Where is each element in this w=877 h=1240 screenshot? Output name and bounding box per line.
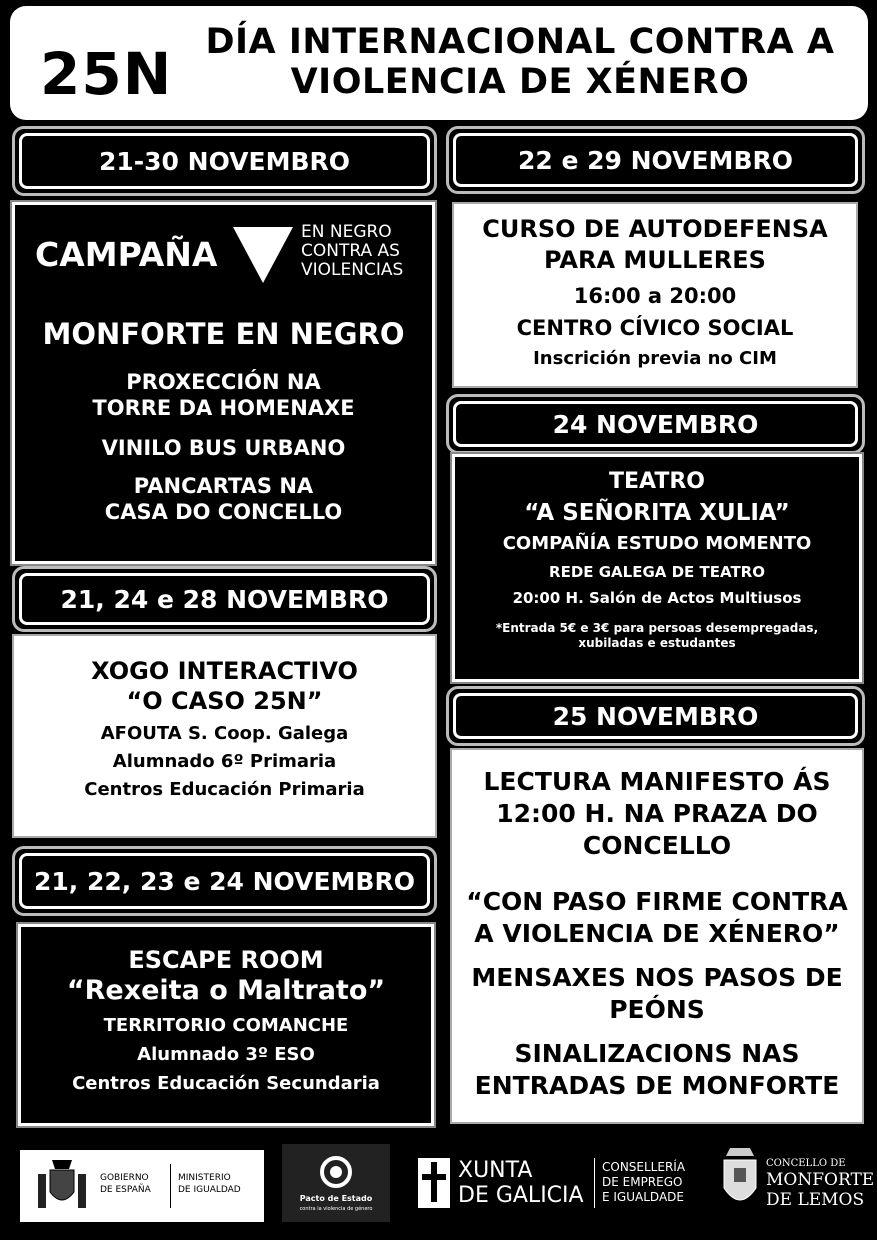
xunta-cross-icon <box>418 1158 450 1208</box>
manifesto-d1: SINALIZACIONS NAS <box>514 1039 800 1068</box>
conc-line-2: MONFORTE <box>766 1170 875 1190</box>
footer-logos <box>0 1130 877 1240</box>
course-place: CENTRO CÍVICO SOCIAL <box>516 316 794 340</box>
escape-line-2: Alumnado 3º ESO <box>137 1044 315 1065</box>
pacto-line-2: contra la violencia de género <box>299 1206 373 1212</box>
conc-line-3: DE LEMOS <box>766 1190 865 1210</box>
date-label: 22 e 29 NOVEMBRO <box>453 133 858 187</box>
conselleria-text <box>602 1160 685 1205</box>
theatre-box <box>452 454 862 682</box>
date-heading-left-3 <box>12 846 437 916</box>
date-label: 25 NOVEMBRO <box>453 693 858 739</box>
game-line-2: Alumnado 6º Primaria <box>112 751 337 772</box>
course-note: Inscrición previa no CIM <box>533 348 777 369</box>
date-label: 24 NOVEMBRO <box>453 401 858 447</box>
manifesto-b1: “CON PASO FIRME CONTRA <box>466 887 848 916</box>
theatre-note-1: *Entrada 5€ e 3€ para persoas desempregadas, <box>495 621 819 635</box>
campaign-item-3b: CASA DO CONCELLO <box>104 500 343 524</box>
manifesto-b2: A VIOLENCIA DE XÉNERO” <box>474 919 840 948</box>
manifesto-a2: 12:00 H. NA PRAZA DO <box>496 799 818 828</box>
campaign-title: MONFORTE EN NEGRO <box>42 317 405 351</box>
coat-of-arms-icon <box>32 1156 92 1216</box>
escape-subtitle: “Rexeita o Maltrato” <box>66 975 386 1006</box>
xunta-text <box>458 1158 584 1208</box>
badge-25n: 25N <box>40 40 173 108</box>
manifesto-d2: ENTRADAS DE MONFORTE <box>474 1071 840 1100</box>
divider <box>170 1164 171 1208</box>
date-label: 21, 22, 23 e 24 NOVEMBRO <box>19 853 430 909</box>
escape-title: ESCAPE ROOM <box>128 946 324 974</box>
min-line-2: DE IGUALDAD <box>178 1185 241 1195</box>
cons-line-2: DE EMPREGO <box>602 1175 683 1189</box>
header-banner <box>10 6 868 120</box>
manifesto-a1: LECTURA MANIFESTO ÁS <box>483 767 831 796</box>
title-line-1: DÍA INTERNACIONAL CONTRA A <box>205 22 835 62</box>
date-heading-left-1 <box>12 126 437 196</box>
theatre-line-5: 20:00 H. Salón de Actos Multiusos <box>512 589 802 607</box>
min-line-1: MINISTERIO <box>178 1173 231 1183</box>
gobierno-text <box>100 1172 151 1196</box>
date-heading-right-2 <box>446 394 865 454</box>
manifesto-box <box>450 748 864 1124</box>
game-title: XOGO INTERACTIVO <box>91 657 358 685</box>
campaign-triangle-icon <box>233 227 293 283</box>
pacto-circle-icon <box>318 1154 354 1190</box>
theatre-line-3: COMPAÑÍA ESTUDO MOMENTO <box>502 533 812 554</box>
cons-line-1: CONSELLERÍA <box>602 1160 686 1174</box>
campaign-item-3a: PANCARTAS NA <box>133 474 314 498</box>
campaign-label: CAMPAÑA <box>35 235 218 274</box>
concello-text <box>766 1158 874 1210</box>
manifesto-a3: CONCELLO <box>582 831 732 860</box>
gob-line-1: GOBIERNO <box>100 1173 149 1183</box>
course-time: 16:00 a 20:00 <box>573 284 737 308</box>
theatre-note-2: xubiladas e estudantes <box>578 636 736 650</box>
theatre-line-1: TEATRO <box>608 469 705 494</box>
manifesto-c2: PEÓNS <box>609 995 705 1024</box>
escape-room-box <box>18 924 434 1126</box>
escape-line-3: Centros Educación Secundaria <box>72 1073 380 1094</box>
campaign-item-1a: PROXECCIÓN NA <box>126 370 321 394</box>
title-line-2: VIOLENCIA DE XÉNERO <box>290 62 750 102</box>
theatre-line-4: REDE GALEGA DE TEATRO <box>549 563 765 581</box>
logo-line-3: VIOLENCIAS <box>301 260 404 280</box>
date-heading-right-3 <box>446 686 865 746</box>
date-label: 21, 24 e 28 NOVEMBRO <box>19 573 430 625</box>
date-heading-left-2 <box>12 566 437 632</box>
xunta-shield-icon <box>418 1158 450 1208</box>
ministerio-text <box>178 1172 241 1196</box>
cons-line-3: E IGUALDADE <box>602 1190 684 1204</box>
logo-line-2: CONTRA AS <box>301 241 400 261</box>
game-box <box>12 634 437 838</box>
game-subtitle: “O CASO 25N” <box>126 687 323 715</box>
pacto-line-1: Pacto de Estado <box>299 1194 373 1203</box>
course-box <box>452 202 858 388</box>
logo-line-1: EN NEGRO <box>301 223 392 242</box>
game-line-3: Centros Educación Primaria <box>84 779 365 800</box>
gob-line-2: DE ESPAÑA <box>100 1185 151 1195</box>
campaign-item-2: VINILO BUS URBANO <box>101 436 346 460</box>
divider <box>594 1158 595 1208</box>
manifesto-c1: MENSAXES NOS PASOS DE <box>471 963 843 992</box>
xunta-line-2: DE GALICIA <box>458 1183 584 1208</box>
concello-shield-icon <box>720 1146 760 1212</box>
date-label: 21-30 NOVEMBRO <box>19 133 430 189</box>
campaign-box <box>12 202 435 564</box>
date-heading-right-1 <box>446 126 865 194</box>
pacto-estado-logo <box>282 1144 390 1222</box>
course-line-2: PARA MULLERES <box>544 246 766 274</box>
theatre-line-2: “A SEÑORITA XULIA” <box>524 500 790 526</box>
game-line-1: AFOUTA S. Coop. Galega <box>100 723 349 744</box>
course-line-1: CURSO DE AUTODEFENSA <box>482 215 828 243</box>
conc-line-1: CONCELLO DE <box>766 1158 846 1169</box>
escape-line-1: TERRITORIO COMANCHE <box>103 1015 349 1036</box>
campaign-logo-text <box>301 223 421 280</box>
gobierno-logo <box>20 1150 264 1222</box>
campaign-item-1b: TORRE DA HOMENAXE <box>92 396 355 420</box>
xunta-line-1: XUNTA <box>458 1158 533 1183</box>
page-title <box>200 22 840 102</box>
